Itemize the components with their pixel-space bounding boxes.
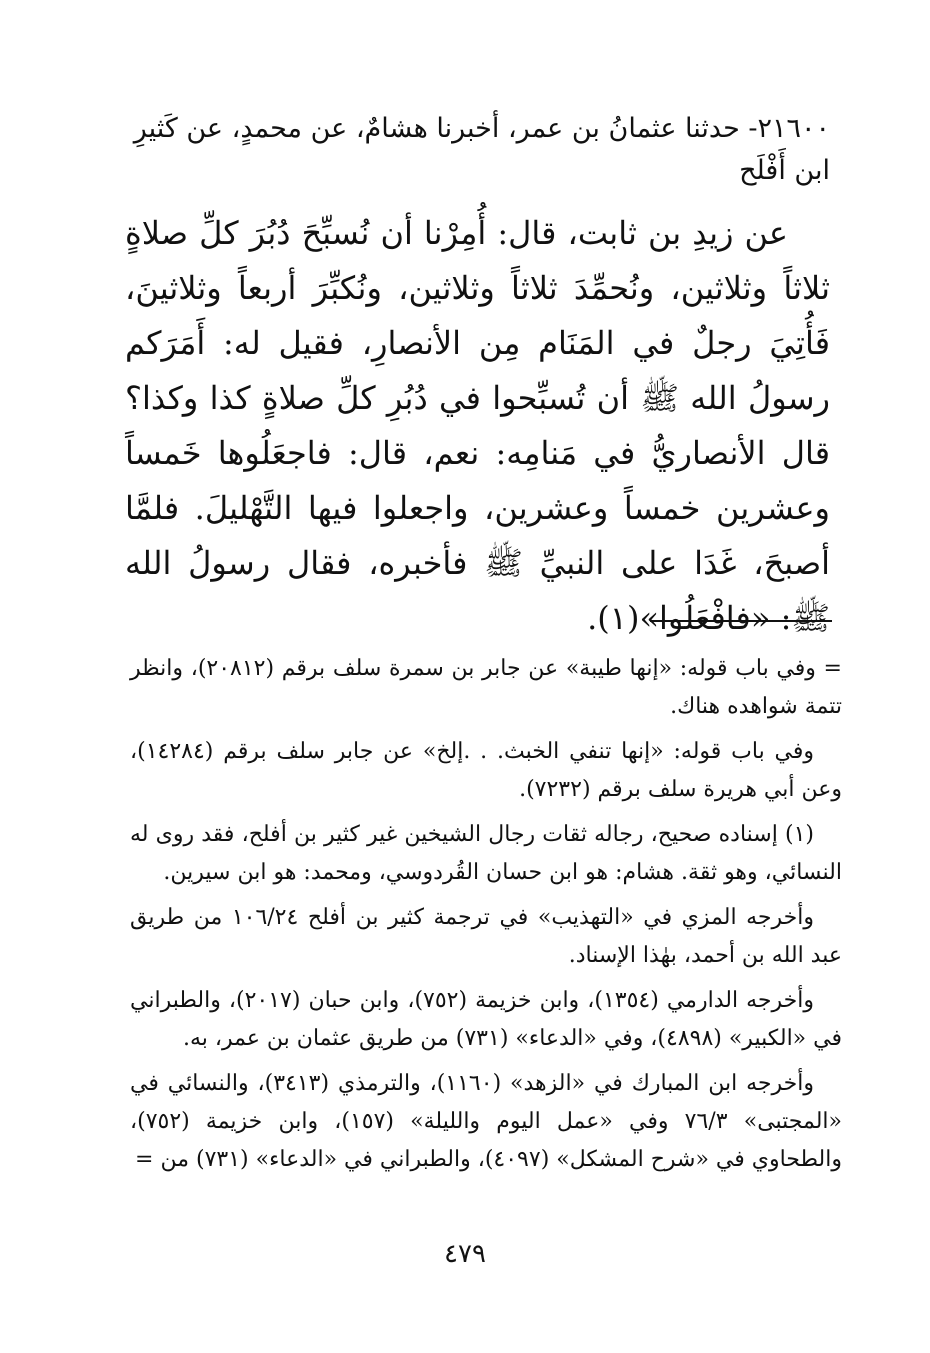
hadith-text: عن زيدِ بن ثابت، قال: أُمِرْنا أن نُسبِّحَ دُبُرَ كلِّ صلاةٍ ثلاثاً وثلاثين، ونُحمِّدَ ثلاثاً وثلاثين، ونُكبِّرَ أربعاً وثلاثينَ، فَأُتِيَ رجلٌ في المَنَام مِن الأنصارِ، فقيل له: أَمَرَكم رسولُ الله ﷺ أن تُسبِّحوا في دُبُرِ كلِّ صلاةٍ كذا وكذا؟ قال الأنصاريُّ في مَنامِه: نعم، قال: فاجعَلُوها خَمساً وعشرين خمساً وعشرين، واجعلوا فيها التَّهْليلَ. فلمَّا أصبحَ، غَدَا على النبيِّ ﷺ فأخبره، فقال رسولُ الله ﷺ: «فافْعَلُوا»(١). [125,214,830,637]
footnote-paragraph: (١) إسناده صحيح، رجاله ثقات رجال الشيخين غير كثير بن أفلح، فقد روى له النسائي، وهو ثقة. هشام: هو ابن حسان القُردوسي، ومحمد: هو ابن سيرين. [130,822,842,885]
page-number: ٤٧٩ [444,1239,486,1269]
footnote-paragraph: وأخرجه ابن المبارك في «الزهد» (١١٦٠)، والترمذي (٣٤١٣)، والنسائي في «المجتبى» ٧٦/٣ وفي «عمل اليوم والليلة» (١٥٧)، وابن خزيمة (٧٥٢)، والطحاوي في «شرح المشكل» (٤٠٩٧)، والطبراني في «الدعاء» (٧٣١) من = [130,1071,842,1172]
footnote-paragraph: وأخرجه المزي في «التهذيب» في ترجمة كثير بن أفلح ١٠٦/٢٤ من طريق عبد الله بن أحمد، بهٰذا الإسناد. [130,905,842,968]
footnotes [130,650,842,1186]
footnote-paragraph: = وفي باب قوله: «إنها طيبة» عن جابر بن سمرة سلف برقم (٢٠٨١٢)، وانظر تتمة شواهده هناك. [130,656,842,719]
hadith-chain-line: ابن أَفْلَح [739,155,830,186]
footnote-paragraph: وأخرجه الدارمي (١٣٥٤)، وابن خزيمة (٧٥٢)، وابن حبان (٢٠١٧)، والطبراني في «الكبير» (٤٨٩٨)، وفي «الدعاء» (٧٣١) من طريق عثمان بن عمر، به. [130,988,842,1051]
footnote-divider [650,620,832,622]
footnote-paragraph: وفي باب قوله: «إنها تنفي الخبث. . .إلخ» عن جابر سلف برقم (١٤٢٨٤)، وعن أبي هريرة سلف برقم (٧٢٣٢). [130,739,842,802]
hadith-chain [125,108,830,192]
hadith-chain-line: ٢١٦٠٠- حدثنا عثمانُ بن عمر، أخبرنا هشامٌ، عن محمدٍ، عن كَثيرِ [133,113,830,144]
